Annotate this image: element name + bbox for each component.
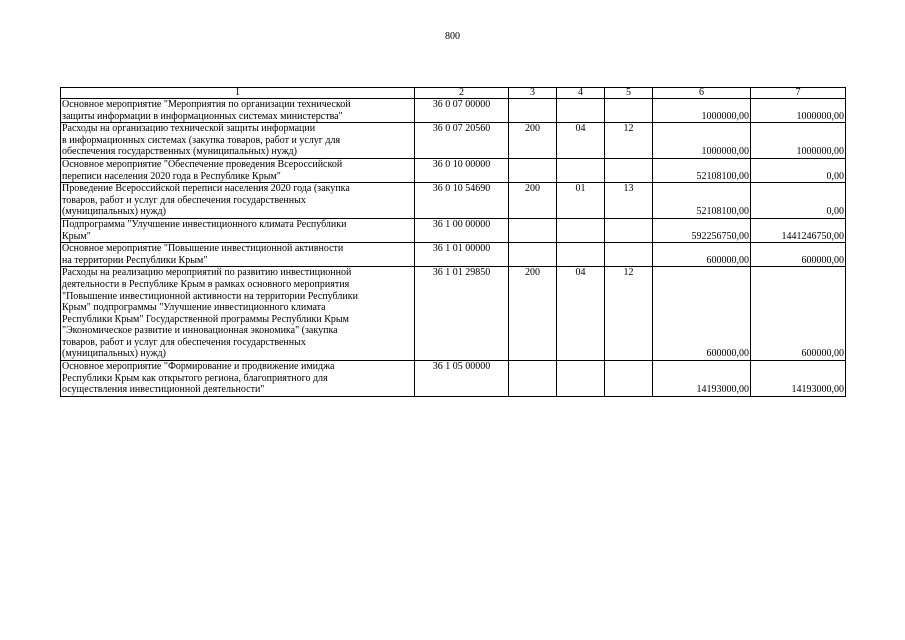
table-row <box>61 123 846 159</box>
row-code: 36 1 00 00000 <box>415 218 509 242</box>
row-section: 01 <box>557 183 605 219</box>
row-amount-6: 600000,00 <box>653 243 751 267</box>
row-expense-type: 200 <box>509 123 557 159</box>
row-subsection: 12 <box>605 123 653 159</box>
row-name: Основное мероприятие "Повышение инвестиционной активности на территории Республики Крым" <box>61 243 415 267</box>
row-expense-type <box>509 158 557 182</box>
row-amount-6: 592256750,00 <box>653 218 751 242</box>
row-amount-6: 600000,00 <box>653 267 751 361</box>
column-header: 6 <box>653 88 751 99</box>
table-row <box>61 183 846 219</box>
row-name: Расходы на реализацию мероприятий по развитию инвестиционной деятельности в Республике Крым в рамках основного мероприятия "Повышение инвестиционной активности на территории Республики Крым" подпрограммы "Улучшение инвестиционного климата Республики Крым" Государственной программы Республики Крым "Экономическое развитие и инновационная экономика" (закупка товаров, работ и услуг для обеспечения государственных (муниципальных) нужд) <box>61 267 415 361</box>
row-subsection <box>605 243 653 267</box>
row-name: Основное мероприятие "Мероприятия по организации технической защиты информации в информационных системах министерства" <box>61 99 415 123</box>
row-section <box>557 361 605 397</box>
row-amount-6: 1000000,00 <box>653 123 751 159</box>
table-row <box>61 99 846 123</box>
budget-table <box>60 87 846 397</box>
row-subsection: 12 <box>605 267 653 361</box>
table-row <box>61 267 846 361</box>
row-amount-6: 52108100,00 <box>653 183 751 219</box>
column-header: 5 <box>605 88 653 99</box>
row-section <box>557 243 605 267</box>
row-amount-7: 1441246750,00 <box>751 218 846 242</box>
table-row <box>61 158 846 182</box>
row-section <box>557 218 605 242</box>
table-row <box>61 361 846 397</box>
column-header: 4 <box>557 88 605 99</box>
row-code: 36 1 01 00000 <box>415 243 509 267</box>
row-expense-type <box>509 99 557 123</box>
row-subsection <box>605 218 653 242</box>
row-amount-7: 14193000,00 <box>751 361 846 397</box>
row-amount-7: 1000000,00 <box>751 123 846 159</box>
column-header: 1 <box>61 88 415 99</box>
table-row <box>61 218 846 242</box>
row-code: 36 1 05 00000 <box>415 361 509 397</box>
row-name: Основное мероприятие "Обеспечение проведения Всероссийской переписи населения 2020 года в Республике Крым" <box>61 158 415 182</box>
row-name: Подпрограмма "Улучшение инвестиционного климата Республики Крым" <box>61 218 415 242</box>
table-header-row <box>61 88 846 99</box>
row-section <box>557 158 605 182</box>
column-header: 3 <box>509 88 557 99</box>
row-expense-type: 200 <box>509 267 557 361</box>
row-subsection <box>605 361 653 397</box>
row-name: Расходы на организацию технической защиты информации в информационных системах (закупка товаров, работ и услуг для обеспечения государственных (муниципальных) нужд) <box>61 123 415 159</box>
column-header: 2 <box>415 88 509 99</box>
row-code: 36 0 07 00000 <box>415 99 509 123</box>
row-subsection: 13 <box>605 183 653 219</box>
row-subsection <box>605 158 653 182</box>
row-section: 04 <box>557 267 605 361</box>
row-subsection <box>605 99 653 123</box>
row-expense-type <box>509 218 557 242</box>
row-code: 36 0 10 00000 <box>415 158 509 182</box>
column-header: 7 <box>751 88 846 99</box>
row-amount-7: 1000000,00 <box>751 99 846 123</box>
row-amount-6: 52108100,00 <box>653 158 751 182</box>
page-number: 800 <box>445 31 460 42</box>
row-amount-7: 0,00 <box>751 183 846 219</box>
row-amount-7: 600000,00 <box>751 267 846 361</box>
row-amount-7: 0,00 <box>751 158 846 182</box>
row-name: Проведение Всероссийской переписи населения 2020 года (закупка товаров, работ и услуг для обеспечения государственных (муниципальных) нужд) <box>61 183 415 219</box>
row-amount-6: 14193000,00 <box>653 361 751 397</box>
row-code: 36 1 01 29850 <box>415 267 509 361</box>
row-amount-6: 1000000,00 <box>653 99 751 123</box>
table-row <box>61 243 846 267</box>
row-name: Основное мероприятие "Формирование и продвижение имиджа Республики Крым как открытого региона, благоприятного для осуществления инвестиционной деятельности" <box>61 361 415 397</box>
row-amount-7: 600000,00 <box>751 243 846 267</box>
row-code: 36 0 07 20560 <box>415 123 509 159</box>
row-code: 36 0 10 54690 <box>415 183 509 219</box>
row-section <box>557 99 605 123</box>
row-section: 04 <box>557 123 605 159</box>
row-expense-type <box>509 361 557 397</box>
row-expense-type: 200 <box>509 183 557 219</box>
row-expense-type <box>509 243 557 267</box>
